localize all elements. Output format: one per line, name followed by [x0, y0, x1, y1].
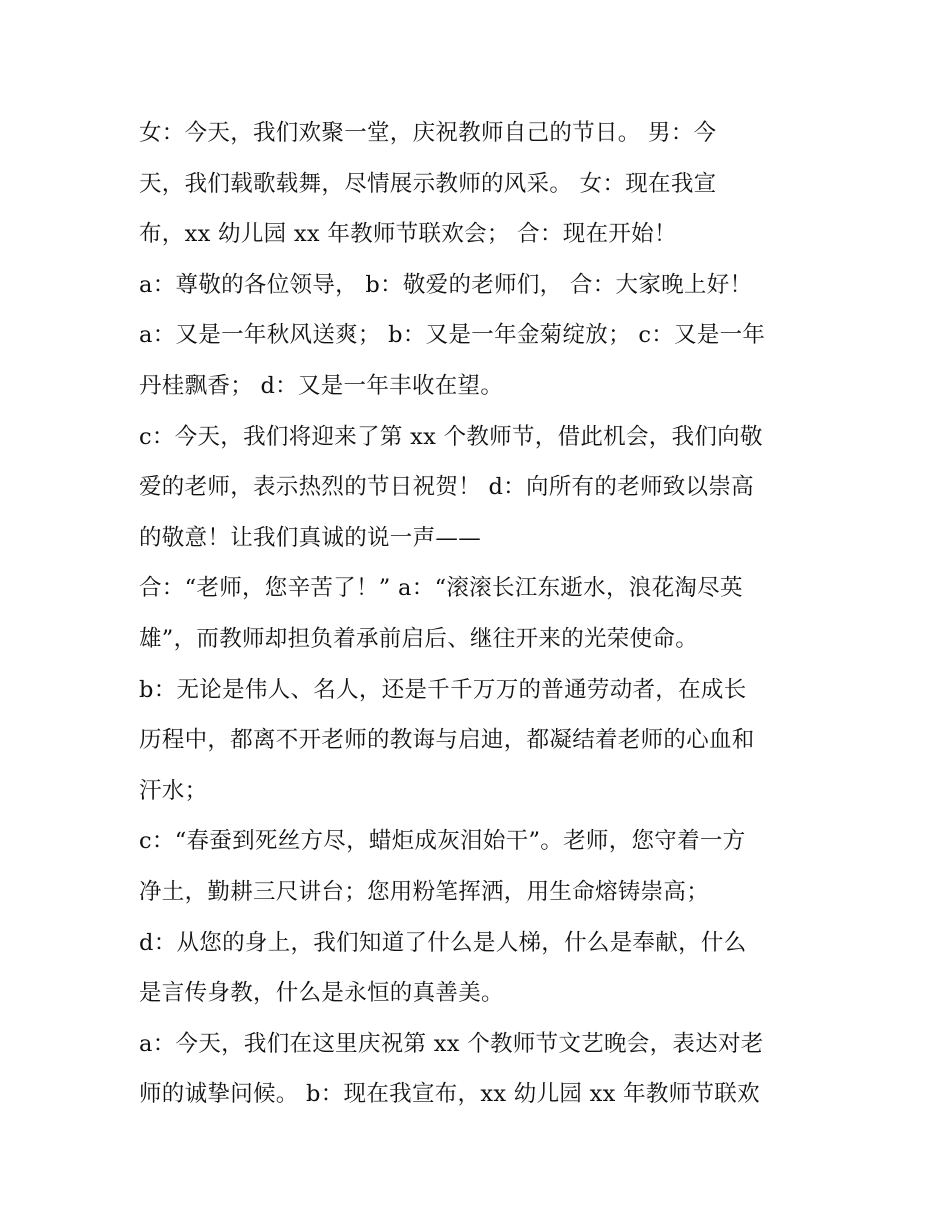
text-line: 净土，勤耕三尺讲台；您用粉笔挥洒，用生命熔铸崇高；	[139, 878, 710, 905]
text-line: 合：“老师，您辛苦了！” a：“滚滚长江东逝水，浪花淘尽英	[139, 575, 743, 602]
text-line: b：无论是伟人、名人，还是千千万万的普通劳动者，在成长	[139, 676, 747, 703]
text-line: 师的诚挚问候。 b：现在我宣布，xx 幼儿园 xx 年教师节联欢	[139, 1081, 760, 1108]
document-body	[139, 108, 819, 1120]
text-line: 丹桂飘香； d：又是一年丰收在望。	[139, 372, 504, 399]
text-line: 女：今天，我们欢聚一堂，庆祝教师自己的节日。 男：今	[139, 120, 717, 146]
text-line: 是言传身教，什么是永恒的真善美。	[139, 980, 504, 1007]
text-line: 布，xx 幼儿园 xx 年教师节联欢会； 合：现在开始！	[139, 221, 677, 248]
text-line: a：又是一年秋风送爽； b：又是一年金菊绽放； c：又是一年	[139, 322, 766, 349]
text-line: 爱的老师，表示热烈的节日祝贺！ d：向所有的老师致以崇高	[139, 474, 754, 501]
text-line: d：从您的身上，我们知道了什么是人梯，什么是奉献，什么	[139, 929, 747, 956]
text-line: 汗水；	[139, 777, 208, 804]
text-line: c：今天，我们将迎来了第 xx 个教师节，借此机会，我们向敬	[139, 423, 763, 450]
text-line: 天，我们载歌载舞，尽情展示教师的风采。 女：现在我宣	[139, 170, 717, 197]
text-line: 雄”，而教师却担负着承前启后、继往开来的光荣使命。	[139, 625, 699, 652]
text-line: a：尊敬的各位领导， b：敬爱的老师们， 合：大家晚上好！	[139, 271, 753, 298]
text-line: 历程中，都离不开老师的教诲与启迪，都凝结着老师的心血和	[139, 727, 755, 754]
text-line: a：今天，我们在这里庆祝第 xx 个教师节文艺晚会，表达对老	[139, 1030, 764, 1057]
text-line: c：“春蚕到死丝方尽，蜡炬成灰泪始干”。老师，您守着一方	[139, 828, 746, 855]
text-line: 的敬意！让我们真诚的说一声——	[139, 524, 482, 551]
